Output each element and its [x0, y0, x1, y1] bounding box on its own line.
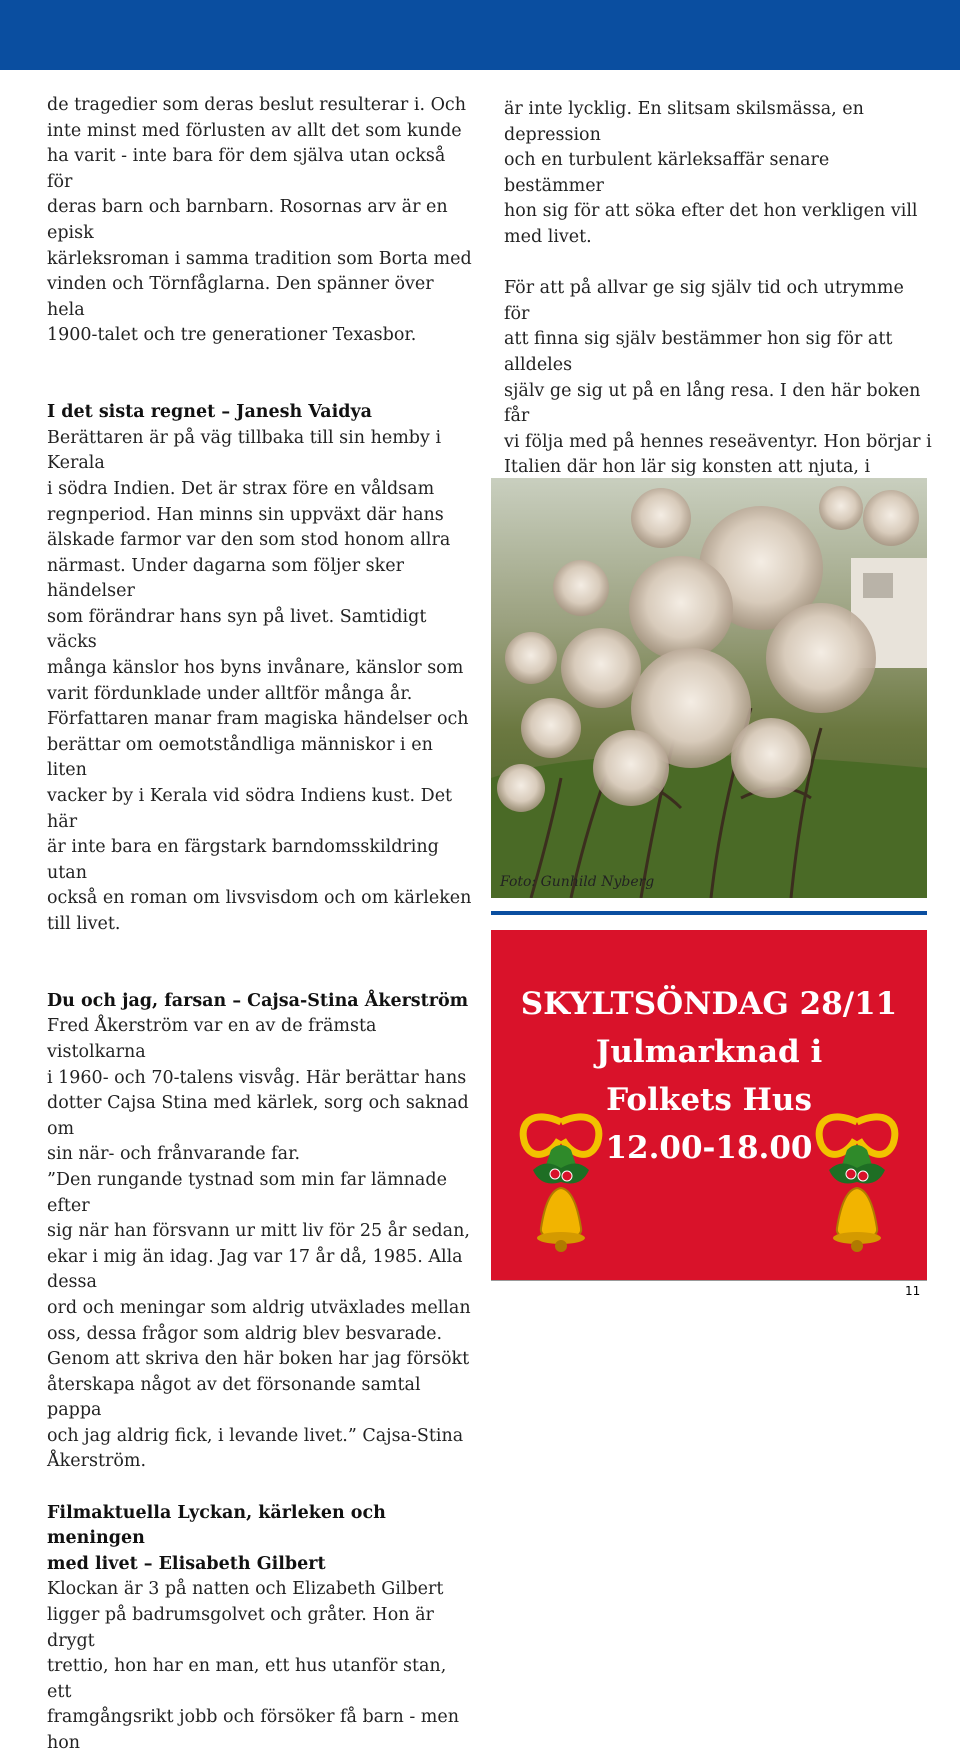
- text-line: vinden och Törnfåglarna. Den spänner över hela: [47, 274, 434, 320]
- book1-title: I det sista regnet – Janesh Vaidya: [47, 402, 373, 423]
- event-advertisement: [491, 930, 927, 1280]
- text-line: Åkerström.: [47, 1451, 147, 1472]
- header-bar: [0, 0, 960, 70]
- divider-rule: [491, 911, 927, 915]
- text-line: Författaren manar fram magiska händelser och: [47, 709, 469, 730]
- text-line: inte minst med förlusten av allt det som kunde: [47, 120, 462, 141]
- text-line: sig när han försvann ur mitt liv för 25 år sedan,: [47, 1221, 470, 1242]
- text-line: att finna sig själv bestämmer hon sig för att alldeles: [504, 329, 893, 375]
- intro-paragraph: [47, 93, 475, 349]
- left-column: [47, 93, 475, 1757]
- text-line: ”Den rungande tystnad som min far lämnade efter: [47, 1169, 447, 1216]
- text-line: som förändrar hans syn på livet. Samtidigt väcks: [47, 606, 427, 653]
- christmas-bell-icon: [511, 1110, 611, 1260]
- text-line: Berättaren är på väg tillbaka till sin hemby i Kerala: [47, 427, 442, 474]
- page-number: 11: [905, 1284, 921, 1298]
- text-line: framgångsrikt jobb och försöker få barn - men hon: [47, 1707, 460, 1753]
- text-line: ligger på badrumsgolvet och gråter. Hon är drygt: [47, 1605, 434, 1651]
- text-line: de tragedier som deras beslut resulterar i. Och: [47, 95, 467, 115]
- text-line: är inte lycklig. En slitsam skilsmässa, en depression: [504, 99, 864, 145]
- text-line: För att på allvar ge sig själv tid och utrymme för: [504, 278, 904, 324]
- text-line: själv ge sig ut på en lång resa. I den här boken får: [504, 380, 921, 427]
- text-line: Italien där hon lär sig konsten att njuta, i: [504, 457, 871, 478]
- text-line: kärleksroman i samma tradition som Borta med: [47, 248, 472, 269]
- ad-line-venue: Folkets Hus: [606, 1082, 812, 1118]
- text-line: till livet.: [47, 914, 121, 934]
- text-line: med livet.: [504, 226, 592, 247]
- text-line: ord och meningar som aldrig utväxlades mellan: [47, 1297, 471, 1318]
- text-line: deras barn och barnbarn. Rosornas arv är en episk: [47, 197, 448, 243]
- ad-headline: SKYLTSÖNDAG 28/11: [520, 986, 898, 1022]
- text-line: och en turbulent kärleksaffär senare bestämmer: [504, 150, 830, 196]
- text-line: trettio, hon har en man, ett hus utanför stan, ett: [47, 1656, 447, 1702]
- book2-description: [47, 1014, 475, 1475]
- text-line: vi följa med på hennes reseäventyr. Hon börjar i: [504, 431, 932, 452]
- christmas-bell-icon: [807, 1110, 907, 1260]
- text-line: är inte bara en färgstark barndomsskildring utan: [47, 837, 439, 883]
- text-line: närmast. Under dagarna som följer sker händelser: [47, 555, 404, 602]
- text-line: ha varit - inte bara för dem själva utan också för: [47, 146, 446, 192]
- title-line: med livet – Elisabeth Gilbert: [47, 1553, 326, 1574]
- thistle-photo: [491, 478, 927, 898]
- text-line: 1900-talet och tre generationer Texasbor.: [47, 325, 417, 346]
- text-line: Fred Åkerström var en av de främsta vistolkarna: [47, 1016, 377, 1062]
- text-line: många känslor hos byns invånare, känslor som: [47, 658, 464, 679]
- text-line: i 1960- och 70-talens visvåg. Här berättar hans: [47, 1067, 467, 1088]
- text-line: älskade farmor var den som stod honom allra: [47, 530, 451, 551]
- footer-rule: [491, 1280, 927, 1281]
- text-line: Klockan är 3 på natten och Elizabeth Gilbert: [47, 1579, 444, 1600]
- text-line: oss, dessa frågor som aldrig blev besvarade.: [47, 1323, 443, 1344]
- text-line: sin när- och frånvarande far.: [47, 1144, 301, 1165]
- ad-line-market: Julmarknad i: [595, 1034, 823, 1070]
- title-line: Filmaktuella Lyckan, kärleken och meningen: [47, 1502, 386, 1549]
- text-line: hon sig för att söka efter det hon verkligen vill: [504, 201, 918, 222]
- text-line: vacker by i Kerala vid södra Indiens kust. Det här: [47, 786, 453, 832]
- text-line: dotter Cajsa Stina med kärlek, sorg och saknad om: [47, 1093, 469, 1139]
- thistle-photo-illustration: [491, 478, 927, 898]
- text-line: i södra Indien. Det är strax före en våldsam: [47, 478, 435, 499]
- text-line: återskapa något av det försonande samtal pappa: [47, 1374, 421, 1421]
- book3-title: [47, 1501, 475, 1578]
- text-line: regnperiod. Han minns sin uppväxt där hans: [47, 504, 444, 525]
- ad-line-hours: 12.00-18.00: [605, 1130, 813, 1166]
- text-line: och jag aldrig fick, i levande livet.” Cajsa-Stina: [47, 1425, 464, 1446]
- book3-description: [47, 1577, 475, 1756]
- right-paragraph-1: [504, 97, 932, 251]
- text-line: varit fördunklade under alltför många år.: [47, 683, 413, 704]
- text-line: också en roman om livsvisdom och om kärleken: [47, 888, 472, 909]
- book1-description: [47, 426, 475, 938]
- photo-credit: Foto: Gunhild Nyberg: [500, 874, 655, 890]
- text-line: berättar om oemotståndliga människor i en liten: [47, 734, 433, 781]
- text-line: Genom att skriva den här boken har jag försökt: [47, 1349, 470, 1370]
- book2-title: Du och jag, farsan – Cajsa-Stina Åkerström: [47, 990, 469, 1011]
- text-line: ekar i mig än idag. Jag var 17 år då, 1985. Alla dessa: [47, 1246, 463, 1293]
